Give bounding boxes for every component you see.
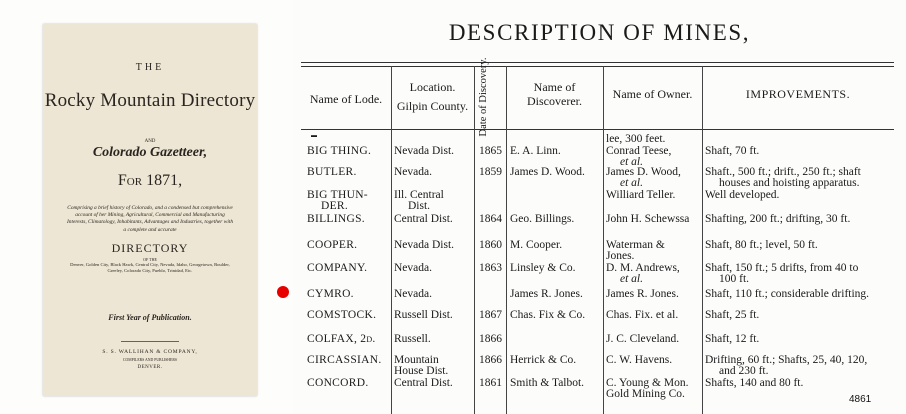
cell-date: 1861 bbox=[479, 377, 502, 389]
header-discoverer-2: Discoverer. bbox=[527, 94, 582, 108]
cell-lode: COLFAX, 2d. bbox=[307, 333, 376, 345]
cell-improvements: Well developed. bbox=[705, 189, 780, 201]
scan-dash-mark: ▬ bbox=[311, 133, 317, 139]
cell-discoverer: Linsley & Co. bbox=[510, 262, 576, 274]
header-rule-top-2 bbox=[301, 66, 894, 67]
header-owner: Name of Owner. bbox=[612, 87, 693, 101]
cell-lode: CONCORD. bbox=[307, 377, 369, 389]
cell-location-line2: House Dist. bbox=[394, 365, 449, 377]
title-page-year: For 1871, bbox=[117, 172, 183, 189]
cell-date: 1866 bbox=[479, 333, 502, 345]
header-location: Location. bbox=[409, 80, 456, 94]
cell-lode: BIG THUN- bbox=[307, 189, 368, 201]
cell-lode: CYMRO. bbox=[307, 288, 354, 300]
page-number-label: 4861 bbox=[849, 394, 872, 405]
title-page-description: Comprising a brief history of Colorado, and a condensed but comprehensive account of her Mining, Agricultural, Commercial and Manufacturing Interests, Climatology, Inhabitants, Advantages and Industries, together with a complete and accurate bbox=[66, 205, 234, 233]
header-discoverer-1: Name of bbox=[533, 80, 576, 94]
title-page-rule bbox=[121, 341, 179, 342]
title-page-and: AND bbox=[144, 139, 156, 144]
cell-improvements-line2: and 230 ft. bbox=[719, 365, 769, 377]
column-divider-1 bbox=[391, 66, 392, 414]
cell-location: Nevada. bbox=[394, 166, 432, 178]
title-page-title: Rocky Mountain Directory bbox=[44, 90, 256, 111]
header-location-sub: Gilpin County. bbox=[396, 99, 469, 113]
cell-lode: CIRCASSIAN. bbox=[307, 354, 382, 366]
cell-lode-line2: DER. bbox=[321, 200, 349, 212]
title-page-directory: DIRECTORY bbox=[111, 241, 189, 255]
cell-date: 1865 bbox=[479, 145, 502, 157]
cell-location-line2: Dist. bbox=[408, 200, 431, 212]
column-divider-5 bbox=[702, 66, 703, 414]
cell-improvements: Shaft, 110 ft.; considerable drifting. bbox=[705, 288, 870, 300]
cell-owner-line2: et al. bbox=[620, 177, 643, 189]
cell-owner: Waterman & bbox=[606, 239, 665, 251]
cell-improvements: Shaft., 500 ft.; drift., 250 ft.; shaft bbox=[705, 166, 861, 178]
title-page-place: DENVER. bbox=[137, 365, 163, 370]
cell-owner: C. W. Havens. bbox=[606, 354, 673, 366]
cell-date: 1864 bbox=[479, 213, 502, 225]
header-rule-bottom bbox=[301, 129, 894, 130]
cell-lode: BILLINGS. bbox=[307, 213, 365, 225]
cell-discoverer: James R. Jones. bbox=[510, 288, 583, 300]
title-page-gazetteer: Colorado Gazetteer, bbox=[92, 145, 208, 160]
cell-lode: COMSTOCK. bbox=[307, 309, 377, 321]
cell-location: Central Dist. bbox=[394, 213, 453, 225]
cell-location: Russell Dist. bbox=[394, 309, 453, 321]
cell-owner: Conrad Teese, bbox=[606, 145, 672, 157]
mines-page-title: DESCRIPTION OF MINES, bbox=[448, 20, 751, 45]
cell-improvements: Shafting, 200 ft.; drifting, 30 ft. bbox=[705, 213, 851, 225]
cell-owner-line2: et al. bbox=[620, 273, 643, 285]
cell-owner: C. Young & Mon. bbox=[606, 377, 689, 389]
title-page-cities: Denver, Golden City, Black Hawk, Central City, Nevada, Idaho, Georgetown, Boulder, Greeley, Colorado City, Pueblo, Trinidad, Etc. bbox=[70, 262, 230, 273]
cell-date: 1867 bbox=[479, 309, 502, 321]
cell-owner: James D. Wood, bbox=[606, 166, 681, 178]
cell-lode: BUTLER. bbox=[307, 166, 357, 178]
cell-lode: COOPER. bbox=[307, 239, 358, 251]
cell-location: Mountain bbox=[394, 354, 439, 366]
cell-discoverer: Herrick & Co. bbox=[510, 354, 577, 366]
cell-discoverer: Geo. Billings. bbox=[510, 213, 575, 225]
cell-location: Ill. Central bbox=[394, 189, 444, 201]
title-page-publisher-sub: COMPILERS AND PUBLISHERS bbox=[122, 358, 177, 362]
cell-discoverer: Smith & Talbot. bbox=[510, 377, 585, 389]
cell-discoverer: James D. Wood. bbox=[510, 166, 585, 178]
cell-improvements: Shaft, 25 ft. bbox=[705, 309, 760, 321]
cell-owner: James R. Jones. bbox=[606, 288, 679, 300]
title-page-publisher: S. S. WALLIHAN & COMPANY, bbox=[102, 349, 198, 355]
cell-improvements: Shafts, 140 and 80 ft. bbox=[705, 377, 804, 389]
cell-owner: D. M. Andrews, bbox=[606, 262, 680, 274]
cell-lode: BIG THING. bbox=[307, 145, 372, 157]
column-divider-4 bbox=[603, 66, 604, 414]
cell-owner: J. C. Cleveland. bbox=[606, 333, 680, 345]
title-page-of: OF THE bbox=[143, 257, 157, 262]
cell-date: 1863 bbox=[479, 262, 502, 274]
cell-improvements: Shaft, 150 ft.; 5 drifts, from 40 to bbox=[705, 262, 859, 274]
cell-improvements-line2: 100 ft. bbox=[719, 273, 750, 285]
cell-discoverer: Chas. Fix & Co. bbox=[510, 309, 586, 321]
cell-location: Nevada. bbox=[394, 262, 432, 274]
red-dot-marker bbox=[277, 286, 289, 298]
cell-improvements: Shaft, 12 ft. bbox=[705, 333, 760, 345]
cell-discoverer: M. Cooper. bbox=[510, 239, 563, 251]
cell-date: 1866 bbox=[479, 354, 502, 366]
cell-improvements: Shaft, 80 ft.; level, 50 ft. bbox=[705, 239, 818, 251]
cell-location: Nevada. bbox=[394, 288, 432, 300]
cell-location: Nevada Dist. bbox=[394, 239, 455, 251]
cell-owner-line2: Gold Mining Co. bbox=[606, 388, 685, 400]
cell-owner: Chas. Fix. et al. bbox=[606, 309, 679, 321]
header-rule-top bbox=[301, 62, 894, 63]
cell-improvements: Drifting, 60 ft.; Shafts, 25, 40, 120, bbox=[705, 354, 868, 366]
title-page-image bbox=[43, 24, 257, 396]
cell-date: 1860 bbox=[479, 239, 502, 251]
title-page-first-year: First Year of Publication. bbox=[108, 313, 192, 322]
cell-owner: Williard Teller. bbox=[606, 189, 676, 201]
header-date-text: Date of Discovery. bbox=[478, 57, 489, 137]
cell-improvements: Shaft, 70 ft. bbox=[705, 145, 760, 157]
header-date bbox=[474, 57, 494, 137]
cell-location: Central Dist. bbox=[394, 377, 453, 389]
cell-owner: John H. Schewssa bbox=[606, 213, 690, 225]
cell-owner-line2: et al. bbox=[620, 156, 643, 168]
cell-lode: COMPANY. bbox=[307, 262, 368, 274]
cell-owner-line2: Jones. bbox=[606, 250, 635, 262]
title-page-the: THE bbox=[135, 62, 165, 73]
mines-page-scan bbox=[293, 0, 906, 414]
cell-date: 1859 bbox=[479, 166, 502, 178]
cell-discoverer: E. A. Linn. bbox=[510, 145, 561, 157]
cell-location: Russell. bbox=[394, 333, 431, 345]
header-lode: Name of Lode. bbox=[309, 92, 383, 106]
header-improvements: IMPROVEMENTS. bbox=[745, 87, 851, 101]
column-divider-3 bbox=[506, 66, 507, 414]
lead-owner-text: lee, 300 feet. bbox=[606, 133, 666, 145]
cell-location: Nevada Dist. bbox=[394, 145, 455, 157]
cell-improvements-line2: houses and hoisting apparatus. bbox=[719, 177, 860, 189]
